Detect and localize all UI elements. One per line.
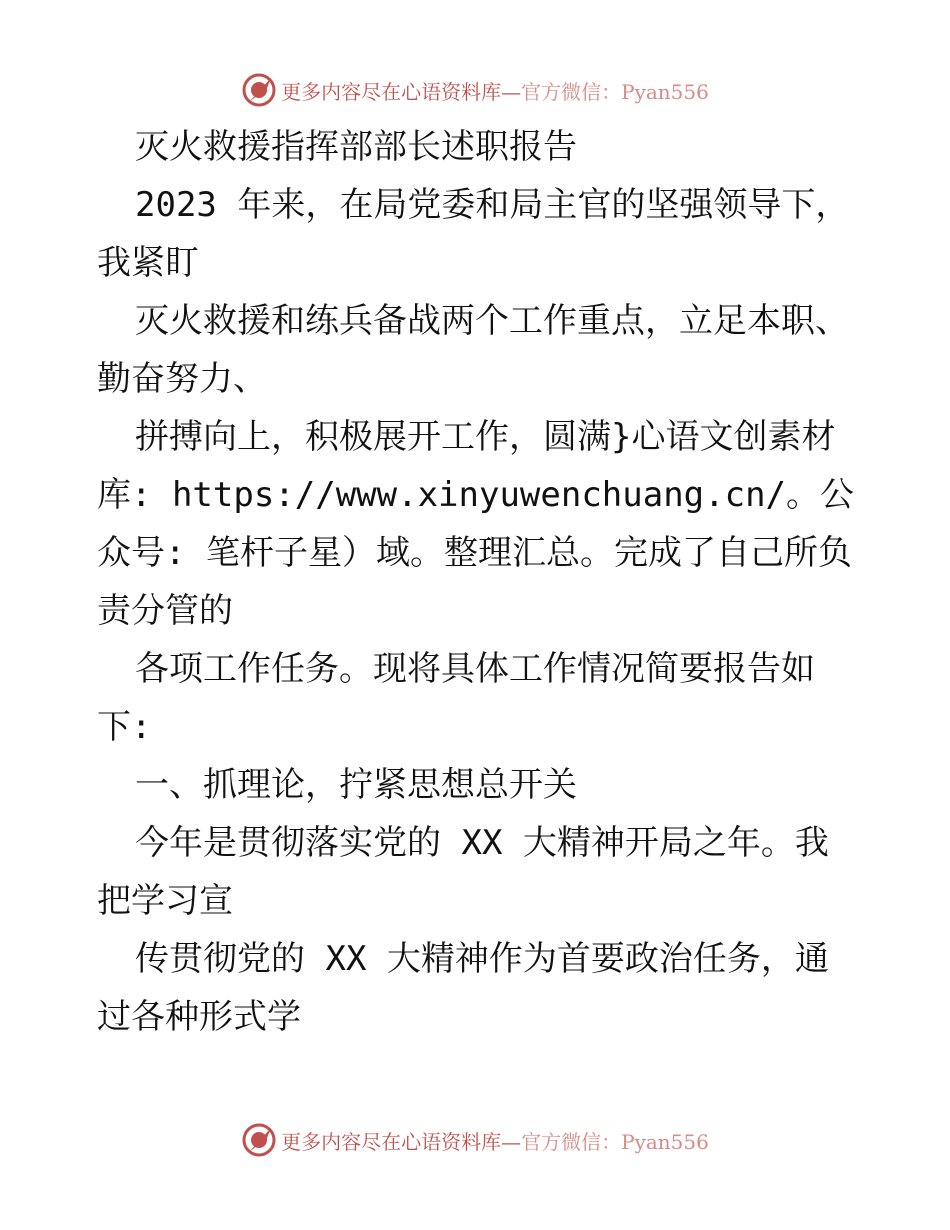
banner-wechat-label: 官方微信：	[521, 1129, 622, 1154]
banner-wechat-id: Pyan556	[621, 1129, 709, 1154]
banner-wechat-label: 官方微信：	[521, 79, 622, 104]
document-body	[97, 118, 857, 1046]
section-heading: 一、抓理论，拧紧思想总开关	[135, 765, 577, 805]
paragraph: 今年是贯彻落实党的 XX 大精神开局之年。我把学习宣	[97, 823, 829, 921]
footer-banner	[0, 1118, 950, 1162]
banner-wechat-id: Pyan556	[621, 79, 709, 104]
banner-dash: —	[501, 79, 522, 104]
paragraph: 传贯彻党的 XX 大精神作为首要政治任务，通过各种形式学	[97, 939, 829, 1037]
banner-main-text: 更多内容尽在心语资料库	[281, 1129, 502, 1154]
paragraph: 灭火救援和练兵备战两个工作重点，立足本职、勤奋努力、	[97, 301, 849, 399]
banner-main-text: 更多内容尽在心语资料库	[281, 79, 502, 104]
quill-logo-icon	[241, 72, 277, 108]
header-banner	[0, 68, 950, 112]
banner-text	[281, 1126, 709, 1155]
banner-dash: —	[501, 1129, 522, 1154]
quill-logo-icon	[241, 1122, 277, 1158]
banner-text	[281, 76, 709, 105]
paragraph: 2023 年来，在局党委和局主官的坚强领导下，我紧盯	[97, 185, 850, 283]
paragraph: 各项工作任务。现将具体工作情况简要报告如下:	[97, 649, 815, 747]
document-title: 灭火救援指挥部部长述职报告	[135, 127, 577, 167]
paragraph: 拼搏向上，积极展开工作，圆满}心语文创素材库: https://www.xinyuwenchuang.cn/。公众号: 笔杆子星）域。整理汇总。完成了自己所负责分管的	[97, 417, 855, 631]
